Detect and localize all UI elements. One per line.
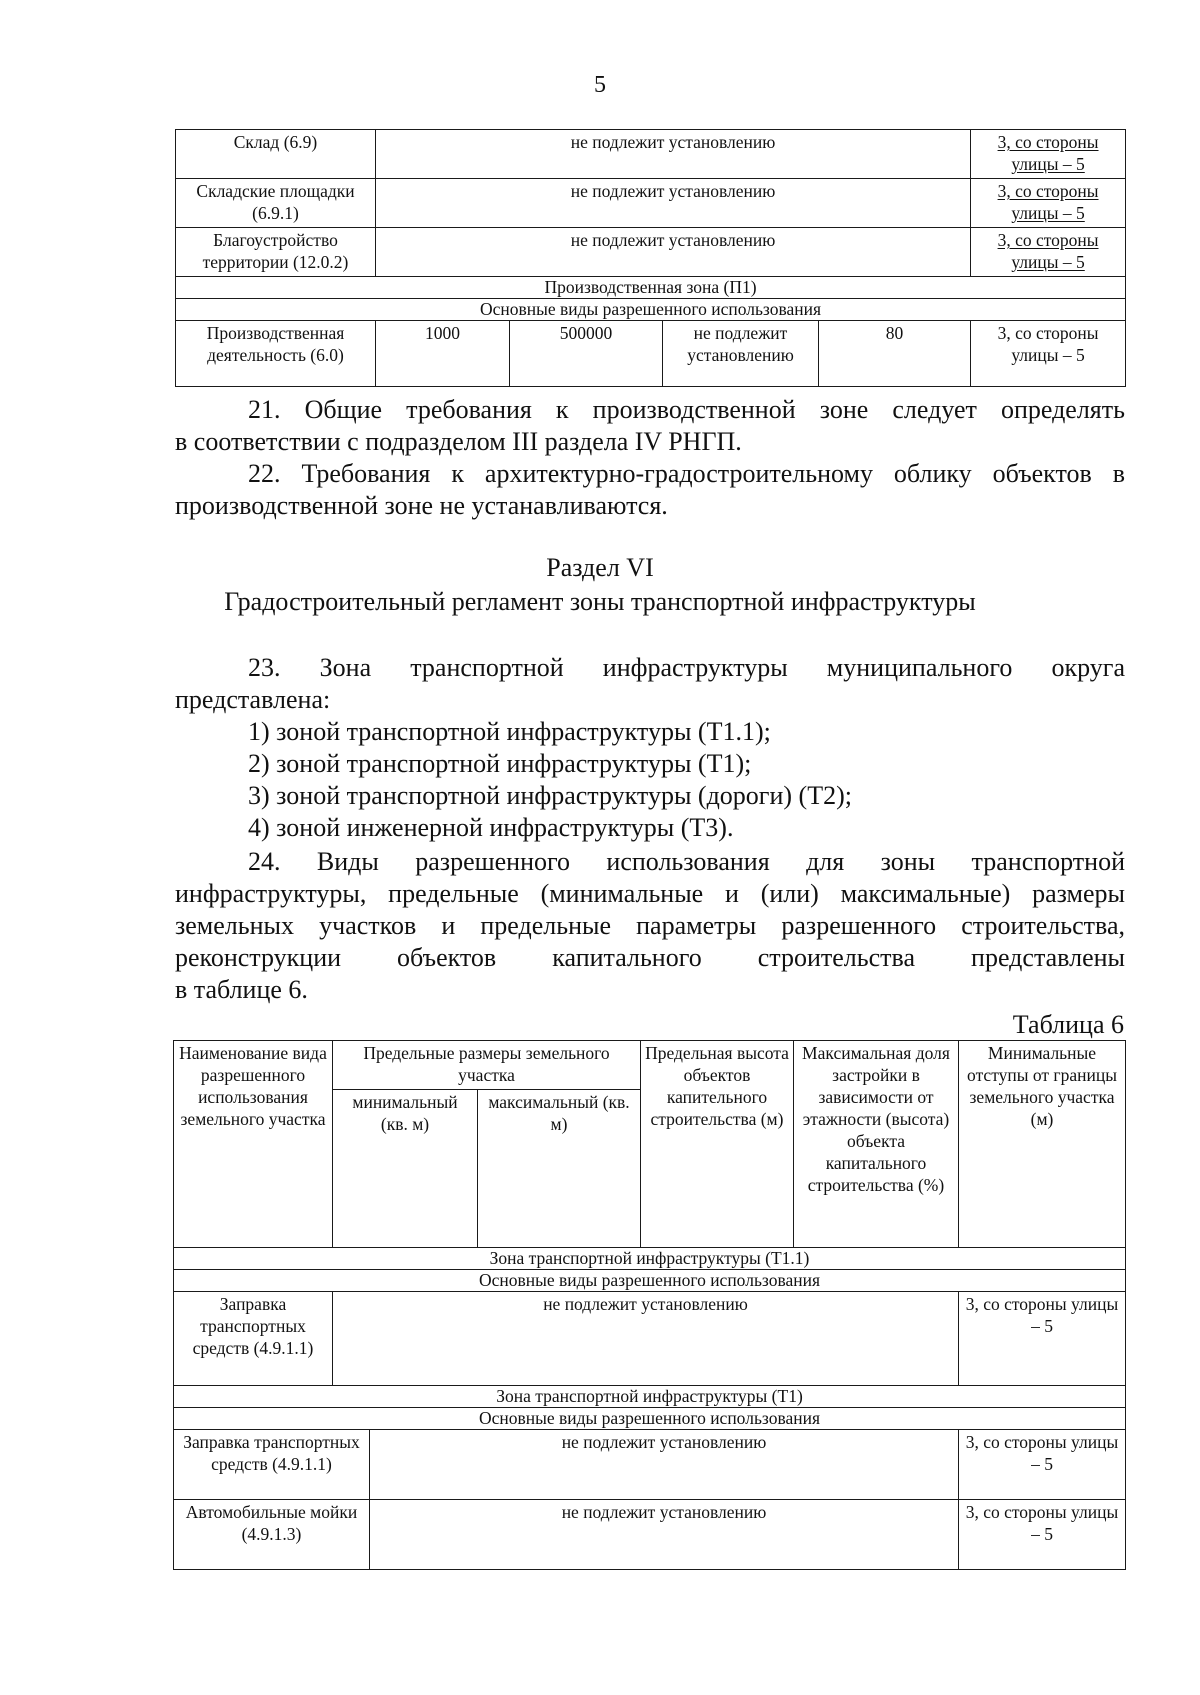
table-6 (173, 1040, 1126, 1570)
value-cell: не подлежит установлению (376, 228, 971, 277)
paragraph-24-line-3: земельных участков и предельные параметры разрешенного строительства, (175, 911, 1125, 940)
list-item: 3) зоной транспортной инфраструктуры (дороги) (Т2); (248, 781, 852, 810)
table-row (176, 321, 1126, 387)
setback-cell: 3, со стороны улицы – 5 (959, 1430, 1126, 1500)
zone-subtitle: Основные виды разрешенного использования (174, 1408, 1126, 1430)
header-sizes: Предельные размеры земельного участка (333, 1041, 641, 1090)
list-item: 1) зоной транспортной инфраструктуры (Т1.1); (248, 717, 771, 746)
header-min: минимальный (кв. м) (333, 1090, 478, 1248)
zone-subtitle-row (174, 1270, 1126, 1292)
zone-title-row (174, 1386, 1126, 1408)
table-row (174, 1292, 1126, 1386)
coverage-cell: 80 (819, 321, 971, 387)
paragraph-22-line-1: 22. Требования к архитектурно-градостроительному облику объектов в (248, 459, 1125, 488)
use-name-cell: Благоустройство территории (12.0.2) (176, 228, 376, 277)
paragraph-23-line-1: 23. Зона транспортной инфраструктуры муниципального округа (248, 653, 1125, 682)
setback-cell: 3, со стороны улицы – 5 (971, 321, 1126, 387)
paragraph-24-line-4: реконструкции объектов капитального строительства представлены (175, 943, 1125, 972)
value-cell: не подлежит установлению (376, 130, 971, 179)
paragraph-24-line-2: инфраструктуры, предельные (минимальные и (или) максимальные) размеры (175, 879, 1125, 908)
zone-title-row (174, 1248, 1126, 1270)
zone-title-row (176, 277, 1126, 299)
setback-cell: 3, со стороны улицы – 5 (971, 130, 1126, 179)
header-coverage: Максимальная доля застройки в зависимости от этажности (высота) объекта капитального строительства (%) (794, 1041, 959, 1248)
zone-title: Производственная зона (П1) (176, 277, 1126, 299)
setback-cell: 3, со стороны улицы – 5 (971, 179, 1126, 228)
value-cell: не подлежит установлению (370, 1430, 959, 1500)
zone-subtitle: Основные виды разрешенного использования (176, 299, 1126, 321)
table-caption: Таблица 6 (1012, 1010, 1124, 1039)
min-area-cell: 1000 (376, 321, 510, 387)
page-number: 5 (594, 72, 606, 98)
paragraph-22-line-2: производственной зоне не устанавливаются. (175, 491, 668, 520)
value-cell: не подлежит установлению (376, 179, 971, 228)
use-name-cell: Складские площадки (6.9.1) (176, 179, 376, 228)
table-row (176, 228, 1126, 277)
header-name: Наименование вида разрешенного использования земельного участка (174, 1041, 333, 1248)
table-row (176, 130, 1126, 179)
use-name-cell: Производственная деятельность (6.0) (176, 321, 376, 387)
zone-subtitle: Основные виды разрешенного использования (174, 1270, 1126, 1292)
zone-title: Зона транспортной инфраструктуры (Т1) (174, 1386, 1126, 1408)
paragraph-21-line-2: в соответствии с подразделом III раздела IV РНГП. (175, 427, 742, 456)
value-cell: не подлежит установлению (333, 1292, 959, 1386)
value-cell: не подлежит установлению (370, 1500, 959, 1570)
use-name-cell: Склад (6.9) (176, 130, 376, 179)
paragraph-24-line-5: в таблице 6. (175, 975, 308, 1004)
header-row (174, 1041, 1126, 1090)
section-subtitle: Градостроительный регламент зоны транспортной инфраструктуры (224, 587, 976, 616)
table-row (176, 179, 1126, 228)
paragraph-24-line-1: 24. Виды разрешенного использования для зоны транспортной (248, 847, 1125, 876)
paragraph-23-line-2: представлена: (175, 685, 331, 714)
header-max: максимальный (кв. м) (478, 1090, 641, 1248)
table-row (174, 1430, 1126, 1500)
header-height: Предельная высота объектов капительного строительства (м) (641, 1041, 794, 1248)
max-area-cell: 500000 (510, 321, 663, 387)
zone-title: Зона транспортной инфраструктуры (Т1.1) (174, 1248, 1126, 1270)
setback-cell: 3, со стороны улицы – 5 (971, 228, 1126, 277)
top-table (175, 129, 1126, 387)
use-name-cell: Заправка транспортных средств (4.9.1.1) (174, 1430, 370, 1500)
list-item: 2) зоной транспортной инфраструктуры (Т1); (248, 749, 752, 778)
table-row (174, 1500, 1126, 1570)
height-cell: не подлежит установлению (663, 321, 819, 387)
use-name-cell: Заправка транспортных средств (4.9.1.1) (174, 1292, 333, 1386)
use-name-cell: Автомобильные мойки (4.9.1.3) (174, 1500, 370, 1570)
paragraph-21-line-1: 21. Общие требования к производственной зоне следует определять (248, 395, 1125, 424)
setback-cell: 3, со стороны улицы – 5 (959, 1500, 1126, 1570)
setback-cell: 3, со стороны улицы – 5 (959, 1292, 1126, 1386)
zone-subtitle-row (176, 299, 1126, 321)
header-setback: Минимальные отступы от границы земельного участка (м) (959, 1041, 1126, 1248)
list-item: 4) зоной инженерной инфраструктуры (Т3). (248, 813, 734, 842)
zone-subtitle-row (174, 1408, 1126, 1430)
section-title: Раздел VI (546, 553, 654, 582)
